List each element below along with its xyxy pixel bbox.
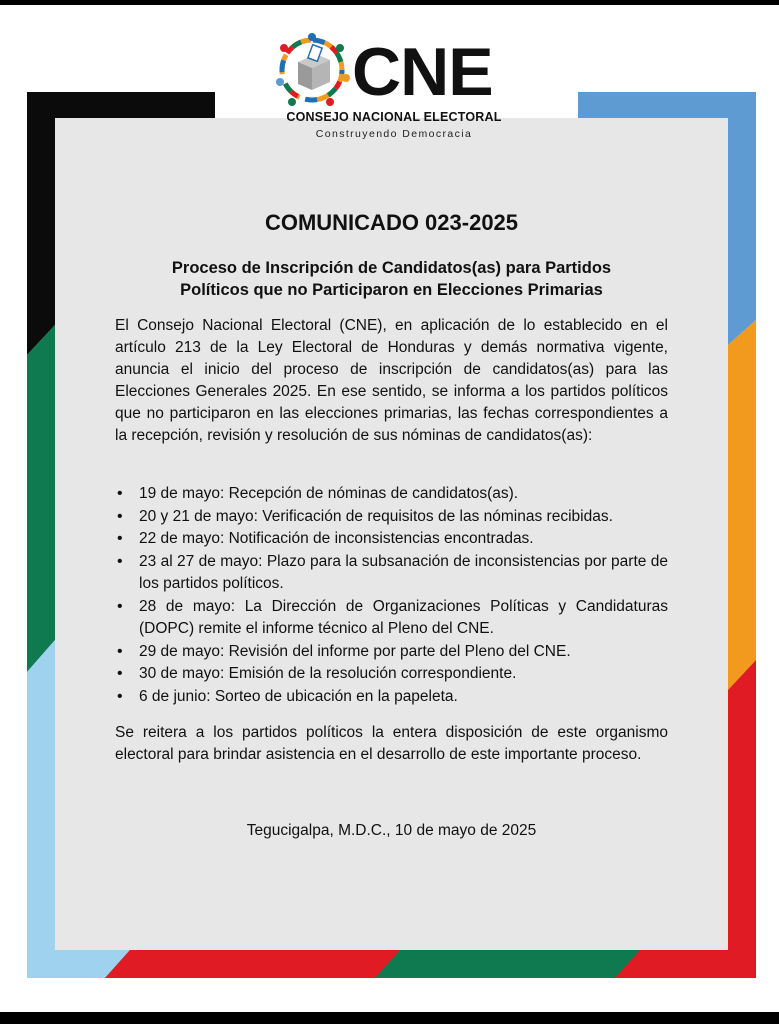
document-subtitle: [90, 257, 693, 301]
list-item: • 30 de mayo: Emisión de la resolución correspondiente.: [115, 663, 668, 686]
logo-wordmark: CNE: [352, 34, 493, 110]
list-item: • 28 de mayo: La Dirección de Organizaciones Políticas y Candidaturas (DOPC) remite el informe técnico al Pleno del CNE.: [115, 596, 668, 641]
subtitle-line-2: Políticos que no Participaron en Elecciones Primarias: [180, 281, 603, 299]
cne-logo: [270, 32, 520, 144]
list-item: • 29 de mayo: Revisión del informe por parte del Pleno del CNE.: [115, 641, 668, 664]
bottom-border: [0, 1012, 779, 1024]
schedule-list: [115, 483, 668, 708]
list-item: • 22 de mayo: Notificación de inconsistencias encontradas.: [115, 528, 668, 551]
document-title: COMUNICADO 023-2025: [264, 210, 519, 235]
place-date-signoff: Tegucigalpa, M.D.C., 10 de mayo de 2025: [246, 822, 537, 839]
logo-organization: CONSEJO NACIONAL ELECTORAL: [286, 110, 502, 124]
logo-slogan: Construyendo Democracia: [315, 128, 473, 140]
list-item: • 20 y 21 de mayo: Verificación de requisitos de las nóminas recibidas.: [115, 506, 668, 529]
intro-paragraph: El Consejo Nacional Electoral (CNE), en aplicación de lo establecido en el artículo 213 de la Ley Electoral de Honduras y demás normativa vigente, anuncia el inicio del proceso de inscripción de candidatos(as) para las Elecciones Generales 2025. En ese sentido, se informa a los partidos políticos que no participaron en las elecciones primarias, las fechas correspondientes a la recepción, revisión y resolución de sus nóminas de candidatos(as):: [115, 317, 668, 444]
subtitle-line-1: Proceso de Inscripción de Candidatos(as) para Partidos: [171, 259, 612, 277]
closing-paragraph: Se reitera a los partidos políticos la entera disposición de este organismo electoral para brindar asistencia en el desarrollo de este importante proceso.: [115, 724, 668, 763]
ballot-box-people-icon: [270, 32, 354, 112]
list-item: • 23 al 27 de mayo: Plazo para la subsanación de inconsistencias por parte de los partidos políticos.: [115, 551, 668, 596]
list-item: • 19 de mayo: Recepción de nóminas de candidatos(as).: [115, 483, 668, 506]
list-item: • 6 de junio: Sorteo de ubicación en la papeleta.: [115, 686, 668, 709]
